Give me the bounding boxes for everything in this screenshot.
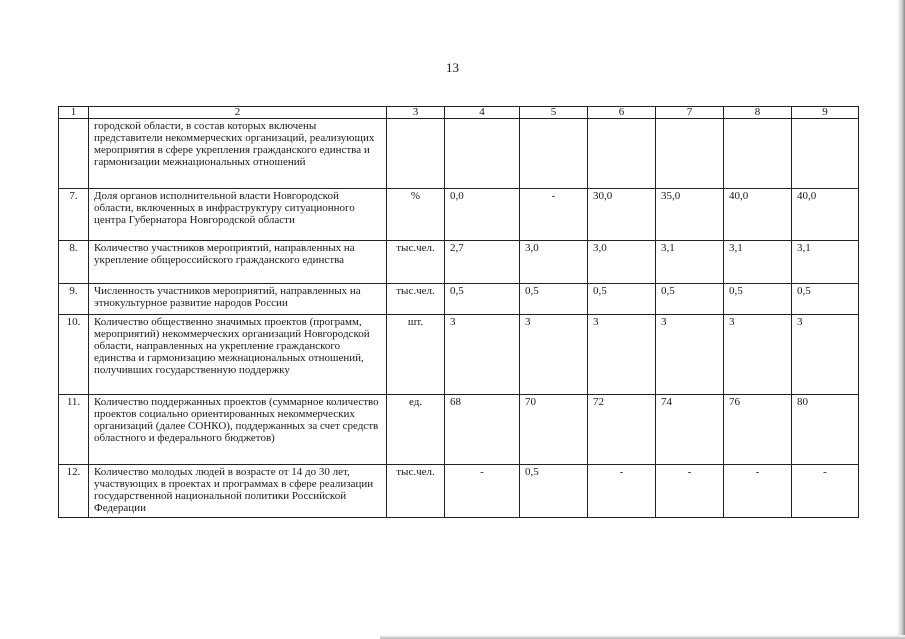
value-cell: 80 [792,395,859,465]
table-row [59,315,859,395]
header-cell: 2 [89,107,387,119]
value-cell: 3 [656,315,724,395]
scan-bottom-shadow [380,635,905,639]
header-cell: 4 [445,107,520,119]
indicator-name: Количество общественно значимых проектов (программ, мероприятий) некоммерческих организаций Новгородской области, направленных на укрепление гражданского единства и гармонизацию межнациональных отношений, получивших государственную поддержку [89,315,387,395]
indicator-name: Численность участников мероприятий, направленных на этнокультурное развитие народов России [89,284,387,315]
value-cell: 3 [445,315,520,395]
header-cell: 1 [59,107,89,119]
indicator-name: Количество участников мероприятий, направленных на укрепление общероссийского гражданского единства [89,241,387,284]
value-cell: 3,1 [656,241,724,284]
row-number [59,119,89,189]
value-cell: - [588,465,656,518]
value-cell: 40,0 [792,189,859,241]
row-number: 11. [59,395,89,465]
indicator-name: Количество молодых людей в возрасте от 14 до 30 лет, участвующих в проектах и программах в сфере реализации государственной национальной политики Российской Федерации [89,465,387,518]
header-cell: 5 [520,107,588,119]
value-cell [588,119,656,189]
unit-cell: тыс.чел. [387,241,445,284]
value-cell: 3 [520,315,588,395]
value-cell [520,119,588,189]
header-cell: 7 [656,107,724,119]
header-cell: 6 [588,107,656,119]
row-number: 10. [59,315,89,395]
unit-cell: % [387,189,445,241]
value-cell: 0,5 [520,465,588,518]
value-cell: 3,0 [588,241,656,284]
scan-edge-shadow [897,0,905,639]
value-cell: 0,5 [588,284,656,315]
value-cell: 3,1 [724,241,792,284]
indicator-name: Доля органов исполнительной власти Новгородской области, включенных в инфраструктуру ситуационного центра Губернатора Новгородской области [89,189,387,241]
header-cell: 9 [792,107,859,119]
value-cell: 0,5 [445,284,520,315]
value-cell: 40,0 [724,189,792,241]
unit-cell: тыс.чел. [387,284,445,315]
table-row [59,189,859,241]
row-number: 8. [59,241,89,284]
header-row [59,107,859,119]
unit-cell: тыс.чел. [387,465,445,518]
table-row [59,241,859,284]
header-cell: 8 [724,107,792,119]
value-cell: 3 [588,315,656,395]
unit-cell: ед. [387,395,445,465]
value-cell: 0,0 [445,189,520,241]
value-cell: 74 [656,395,724,465]
value-cell: 2,7 [445,241,520,284]
row-number: 12. [59,465,89,518]
table-row [59,465,859,518]
value-cell: 35,0 [656,189,724,241]
value-cell [724,119,792,189]
value-cell: - [520,189,588,241]
value-cell: 72 [588,395,656,465]
value-cell: 0,5 [520,284,588,315]
indicator-name: Количество поддержанных проектов (суммарное количество проектов социально ориентированных некоммерческих организаций (далее СОНКО), поддержанных за счет средств областного и федерального бюджетов) [89,395,387,465]
unit-cell: шт. [387,315,445,395]
unit-cell [387,119,445,189]
value-cell: 3 [724,315,792,395]
row-number: 9. [59,284,89,315]
value-cell: 3 [792,315,859,395]
value-cell: 76 [724,395,792,465]
value-cell: 0,5 [724,284,792,315]
value-cell: - [792,465,859,518]
value-cell: - [724,465,792,518]
value-cell: 0,5 [792,284,859,315]
indicator-name: городской области, в состав которых включены представители некоммерческих организаций, реализующих мероприятия в сфере укрепления гражданского единства и гармонизации межнациональных отношений [89,119,387,189]
value-cell: - [656,465,724,518]
page-number: 13 [446,60,459,75]
table-body [59,107,859,518]
value-cell [792,119,859,189]
row-number: 7. [59,189,89,241]
value-cell [656,119,724,189]
table-row [59,119,859,189]
value-cell: 3,1 [792,241,859,284]
value-cell: 68 [445,395,520,465]
value-cell: 3,0 [520,241,588,284]
value-cell: 30,0 [588,189,656,241]
table-row [59,395,859,465]
value-cell: 70 [520,395,588,465]
value-cell: - [445,465,520,518]
table-row [59,284,859,315]
value-cell: 0,5 [656,284,724,315]
header-cell: 3 [387,107,445,119]
value-cell [445,119,520,189]
indicators-table [58,106,859,518]
